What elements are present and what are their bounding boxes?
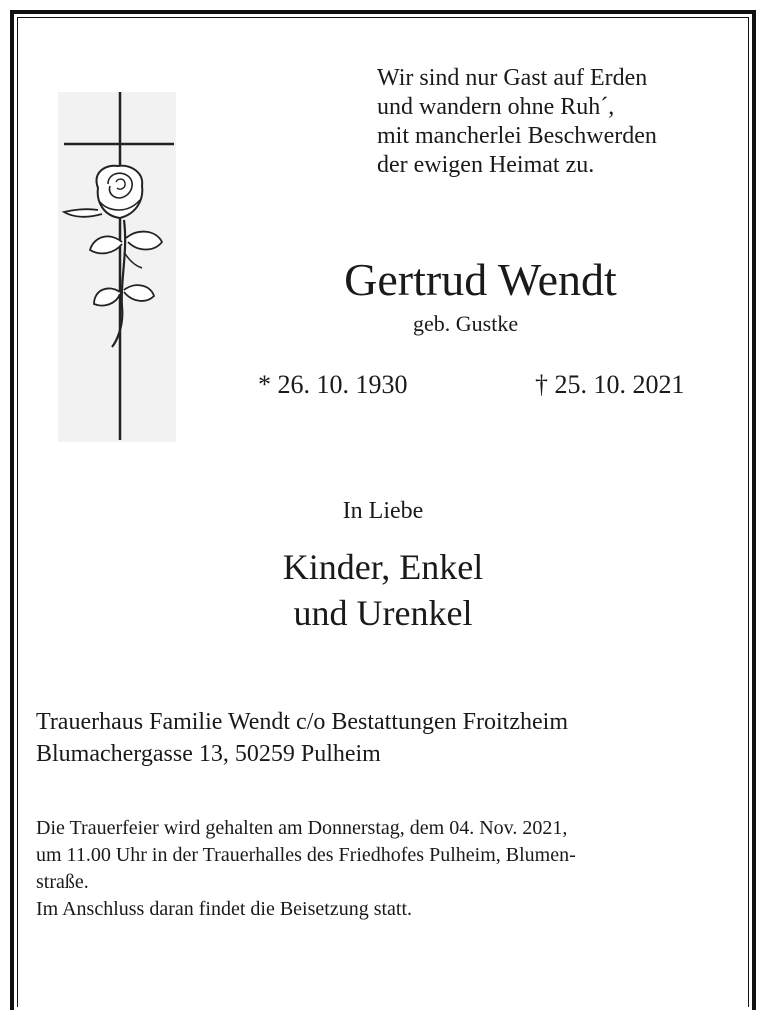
poem <box>377 64 657 180</box>
poem-line: Wir sind nur Gast auf Erden <box>377 65 648 91</box>
funeral-notice <box>36 815 728 923</box>
address-line: Trauerhaus Familie Wendt c/o Bestattungen Froitzheim <box>36 709 568 735</box>
notice-line: straße. <box>36 871 89 893</box>
deceased-name: Gertrud Wendt <box>344 254 617 305</box>
mourners-list <box>0 544 766 636</box>
poem-line: und wandern ohne Ruh´, <box>377 94 615 120</box>
mourners-intro: In Liebe <box>342 498 424 524</box>
poem-line: der ewigen Heimat zu. <box>377 152 595 178</box>
mourners-line: und Urenkel <box>293 593 473 633</box>
notice-line: Im Anschluss daran findet die Beisetzung statt. <box>36 898 413 920</box>
notice-line: um 11.00 Uhr in der Trauerhalles des Friedhofes Pulheim, Blumen- <box>36 844 576 866</box>
notice-line: Die Trauerfeier wird gehalten am Donnerstag, dem 04. Nov. 2021, <box>36 817 568 839</box>
mourners-line: Kinder, Enkel <box>282 547 484 587</box>
death-date: † 25. 10. 2021 <box>535 370 685 399</box>
mourning-address <box>36 706 568 770</box>
birth-date: * 26. 10. 1930 <box>258 370 408 399</box>
address-line: Blumachergasse 13, 50259 Pulheim <box>36 741 381 767</box>
maiden-name: geb. Gustke <box>413 311 519 336</box>
poem-line: mit mancherlei Beschwerden <box>377 123 657 149</box>
